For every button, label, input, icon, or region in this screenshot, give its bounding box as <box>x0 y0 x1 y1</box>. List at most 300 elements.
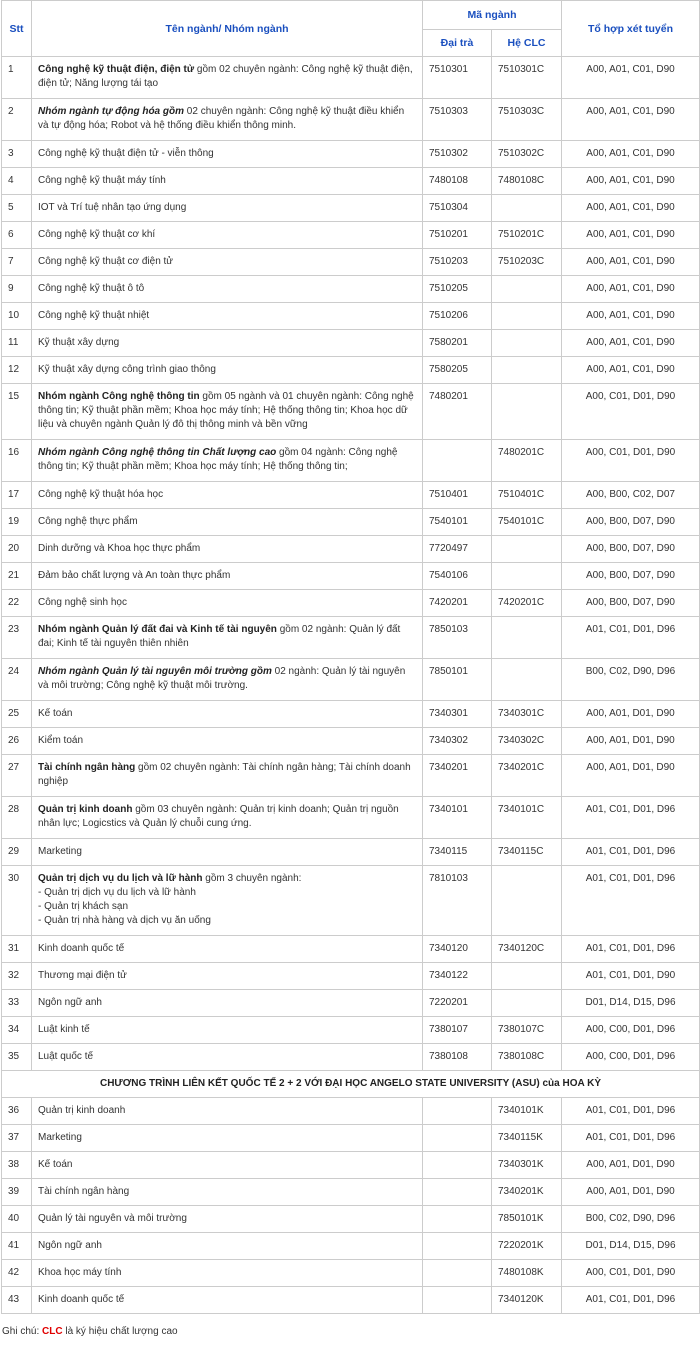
table-row <box>2 536 700 563</box>
table-row <box>2 1044 700 1071</box>
row-name <box>32 701 423 728</box>
row-name <box>32 141 423 168</box>
row-name-text: Marketing <box>38 1132 82 1143</box>
row-stt: 22 <box>2 590 32 617</box>
row-stt: 28 <box>2 797 32 839</box>
row-he-clc: 7220201K <box>492 1233 562 1260</box>
table-row <box>2 440 700 482</box>
row-to-hop: A00, A01, D01, D90 <box>562 755 700 797</box>
row-dai-tra <box>423 1260 492 1287</box>
row-to-hop: A00, C01, D01, D90 <box>562 440 700 482</box>
row-name <box>32 1044 423 1071</box>
table-row <box>2 1260 700 1287</box>
row-name <box>32 384 423 440</box>
row-name-subline: - Quản trị khách sạn <box>38 901 129 912</box>
footnote-clc: CLC <box>42 1326 63 1337</box>
row-dai-tra <box>423 440 492 482</box>
row-he-clc: 7510301C <box>492 57 562 99</box>
row-stt: 23 <box>2 617 32 659</box>
row-dai-tra <box>423 1152 492 1179</box>
row-name-text: Kiểm toán <box>38 735 84 746</box>
row-he-clc <box>492 866 562 936</box>
row-he-clc <box>492 963 562 990</box>
row-to-hop: A01, C01, D01, D96 <box>562 866 700 936</box>
footnote <box>0 1326 700 1337</box>
row-name-text: Kế toán <box>38 1159 73 1170</box>
row-to-hop: A00, B00, D07, D90 <box>562 563 700 590</box>
row-name <box>32 839 423 866</box>
row-he-clc: 7480201C <box>492 440 562 482</box>
row-dai-tra <box>423 1287 492 1314</box>
row-he-clc: 7850101K <box>492 1206 562 1233</box>
row-he-clc: 7510303C <box>492 99 562 141</box>
row-he-clc: 7380108C <box>492 1044 562 1071</box>
row-name-text: gồm 02 ngành: Quản lý đất đai; Kinh tế tài nguyên thiên nhiên <box>38 624 401 649</box>
row-name-text: gồm 3 chuyên ngành: <box>202 873 302 884</box>
row-dai-tra: 7510201 <box>423 222 492 249</box>
row-name-text: Dinh dưỡng và Khoa học thực phẩm <box>38 543 201 554</box>
table-row <box>2 563 700 590</box>
section-title: CHƯƠNG TRÌNH LIÊN KẾT QUỐC TẾ 2 + 2 VỚI ĐẠI HỌC ANGELO STATE UNIVERSITY (ASU) của HOA KỲ <box>2 1071 700 1098</box>
row-name-bold-italic: Nhóm ngành tự động hóa gồm <box>38 106 185 117</box>
row-name-text: Khoa học máy tính <box>38 1267 122 1278</box>
header-stt: Stt <box>2 1 32 57</box>
row-he-clc: 7340101K <box>492 1098 562 1125</box>
row-dai-tra: 7510304 <box>423 195 492 222</box>
row-name-text: Công nghệ sinh học <box>38 597 127 608</box>
row-stt: 3 <box>2 141 32 168</box>
table-row <box>2 728 700 755</box>
row-to-hop: A01, C01, D01, D96 <box>562 839 700 866</box>
row-to-hop: A00, C00, D01, D96 <box>562 1044 700 1071</box>
table-row <box>2 57 700 99</box>
row-he-clc <box>492 563 562 590</box>
row-dai-tra: 7380108 <box>423 1044 492 1071</box>
table-row <box>2 1206 700 1233</box>
row-name <box>32 617 423 659</box>
table-row <box>2 1125 700 1152</box>
row-name-text: 02 ngành: Quản lý tài nguyên và môi trường; Công nghệ kỹ thuật môi trường. <box>38 666 406 691</box>
row-to-hop: A00, B00, C02, D07 <box>562 482 700 509</box>
row-dai-tra: 7850103 <box>423 617 492 659</box>
row-name-text: Luật kinh tế <box>38 1024 90 1035</box>
row-he-clc: 7340301C <box>492 701 562 728</box>
row-dai-tra: 7340122 <box>423 963 492 990</box>
row-to-hop: A00, C01, D01, D90 <box>562 384 700 440</box>
row-dai-tra: 7850101 <box>423 659 492 701</box>
row-dai-tra <box>423 1179 492 1206</box>
row-dai-tra <box>423 1098 492 1125</box>
row-name <box>32 168 423 195</box>
row-stt: 30 <box>2 866 32 936</box>
row-he-clc <box>492 357 562 384</box>
row-he-clc: 7340120C <box>492 936 562 963</box>
row-stt: 26 <box>2 728 32 755</box>
row-dai-tra: 7480108 <box>423 168 492 195</box>
row-name-text: Kỹ thuật xây dựng công trình giao thông <box>38 364 216 375</box>
row-stt: 25 <box>2 701 32 728</box>
row-name-bold: Công nghệ kỹ thuật điện, điện tử <box>38 64 195 75</box>
row-name <box>32 728 423 755</box>
row-to-hop: A00, A01, C01, D90 <box>562 57 700 99</box>
row-name-text: Đảm bảo chất lượng và An toàn thực phẩm <box>38 570 231 581</box>
row-dai-tra <box>423 1125 492 1152</box>
table-row <box>2 303 700 330</box>
row-he-clc: 7480108C <box>492 168 562 195</box>
row-name-text: Công nghệ kỹ thuật ô tô <box>38 283 145 294</box>
row-name-bold-italic: Nhóm ngành Quản lý tài nguyên môi trường gồm <box>38 666 272 677</box>
row-to-hop: A00, A01, C01, D90 <box>562 168 700 195</box>
row-he-clc <box>492 276 562 303</box>
row-name-text: Công nghệ kỹ thuật cơ khí <box>38 229 156 240</box>
row-dai-tra: 7340101 <box>423 797 492 839</box>
row-he-clc: 7340201K <box>492 1179 562 1206</box>
row-to-hop: A00, A01, D01, D90 <box>562 728 700 755</box>
table-row <box>2 509 700 536</box>
row-name <box>32 536 423 563</box>
row-to-hop: A01, C01, D01, D96 <box>562 617 700 659</box>
row-he-clc: 7510401C <box>492 482 562 509</box>
table-row <box>2 797 700 839</box>
row-name <box>32 1125 423 1152</box>
row-name-subline: - Quản trị dịch vụ du lịch và lữ hành <box>38 887 196 898</box>
row-dai-tra: 7340115 <box>423 839 492 866</box>
row-stt: 16 <box>2 440 32 482</box>
row-dai-tra: 7810103 <box>423 866 492 936</box>
row-name <box>32 357 423 384</box>
row-dai-tra: 7340120 <box>423 936 492 963</box>
row-name <box>32 590 423 617</box>
row-name-bold: Nhóm ngành Quản lý đất đai và Kinh tế tài nguyên <box>38 624 277 635</box>
row-name <box>32 1098 423 1125</box>
row-he-clc: 7340201C <box>492 755 562 797</box>
row-name-text: gồm 03 chuyên ngành: Quản trị kinh doanh; Quản trị nguồn nhân lực; Logicstics và Quản lý chuỗi cung ứng. <box>38 804 399 829</box>
row-name-text: Ngôn ngữ anh <box>38 997 102 1008</box>
row-stt: 4 <box>2 168 32 195</box>
row-name-text: gồm 02 chuyên ngành: Tài chính ngân hàng; Tài chính doanh nghiệp <box>38 762 411 787</box>
header-code-group: Mã ngành <box>423 1 562 30</box>
row-name <box>32 936 423 963</box>
row-name <box>32 866 423 936</box>
row-name <box>32 482 423 509</box>
row-stt: 7 <box>2 249 32 276</box>
row-stt: 15 <box>2 384 32 440</box>
table-row <box>2 1152 700 1179</box>
row-name-bold-italic: Nhóm ngành Công nghệ thông tin Chất lượng cao <box>38 447 277 458</box>
row-he-clc: 7480108K <box>492 1260 562 1287</box>
table-row <box>2 839 700 866</box>
row-name <box>32 755 423 797</box>
row-name <box>32 195 423 222</box>
table-header <box>2 1 700 57</box>
row-he-clc: 7380107C <box>492 1017 562 1044</box>
table-row <box>2 617 700 659</box>
row-he-clc: 7510201C <box>492 222 562 249</box>
table-row <box>2 384 700 440</box>
row-name-text: Thương mại điện tử <box>38 970 127 981</box>
row-stt: 43 <box>2 1287 32 1314</box>
row-he-clc: 7510302C <box>492 141 562 168</box>
row-he-clc <box>492 659 562 701</box>
table-row <box>2 755 700 797</box>
row-to-hop: A00, A01, C01, D90 <box>562 357 700 384</box>
row-he-clc: 7340115K <box>492 1125 562 1152</box>
row-stt: 21 <box>2 563 32 590</box>
row-stt: 6 <box>2 222 32 249</box>
row-name-bold: Quản trị kinh doanh <box>38 804 133 815</box>
row-dai-tra <box>423 1206 492 1233</box>
row-name-text: IOT và Trí tuệ nhân tạo ứng dụng <box>38 202 187 213</box>
intl-section <box>2 1071 700 1098</box>
row-name <box>32 509 423 536</box>
row-name <box>32 1206 423 1233</box>
row-name-bold: Quản trị dịch vụ du lịch và lữ hành <box>38 873 203 884</box>
row-he-clc <box>492 617 562 659</box>
table-row <box>2 141 700 168</box>
row-name <box>32 330 423 357</box>
row-dai-tra: 7510205 <box>423 276 492 303</box>
table-row <box>2 195 700 222</box>
row-stt: 40 <box>2 1206 32 1233</box>
row-stt: 35 <box>2 1044 32 1071</box>
row-name <box>32 249 423 276</box>
table-row <box>2 590 700 617</box>
row-to-hop: B00, C02, D90, D96 <box>562 659 700 701</box>
table-row <box>2 701 700 728</box>
header-dai-tra: Đại trà <box>423 30 492 57</box>
row-name <box>32 57 423 99</box>
row-to-hop: A00, A01, D01, D90 <box>562 701 700 728</box>
header-he-clc: Hệ CLC <box>492 30 562 57</box>
row-to-hop: A00, A01, C01, D90 <box>562 195 700 222</box>
row-name-text: Công nghệ thực phẩm <box>38 516 138 527</box>
row-name-text: Công nghệ kỹ thuật điện tử - viễn thông <box>38 148 214 159</box>
row-name-text: Luật quốc tế <box>38 1051 94 1062</box>
row-name-text: Quản trị kinh doanh <box>38 1105 126 1116</box>
intl-table-body <box>2 1098 700 1314</box>
row-stt: 33 <box>2 990 32 1017</box>
row-to-hop: A00, B00, D07, D90 <box>562 536 700 563</box>
row-he-clc <box>492 330 562 357</box>
row-name <box>32 797 423 839</box>
row-stt: 37 <box>2 1125 32 1152</box>
row-to-hop: A00, A01, C01, D90 <box>562 276 700 303</box>
row-name <box>32 1179 423 1206</box>
row-name-text: gồm 04 ngành: Công nghệ thông tin; Kỹ thuật phần mềm; Khoa học máy tính; Hệ thống thông tin; <box>38 447 398 472</box>
row-dai-tra: 7340301 <box>423 701 492 728</box>
row-to-hop: A00, A01, D01, D90 <box>562 1152 700 1179</box>
row-name-bold: Tài chính ngân hàng <box>38 762 136 773</box>
row-name-text: Công nghệ kỹ thuật hóa học <box>38 489 164 500</box>
row-dai-tra: 7510401 <box>423 482 492 509</box>
row-name <box>32 1287 423 1314</box>
row-name-text: Công nghệ kỹ thuật nhiệt <box>38 310 150 321</box>
row-dai-tra: 7510206 <box>423 303 492 330</box>
row-dai-tra: 7510302 <box>423 141 492 168</box>
row-he-clc <box>492 536 562 563</box>
row-dai-tra: 7220201 <box>423 990 492 1017</box>
row-to-hop: A00, A01, C01, D90 <box>562 141 700 168</box>
table-row <box>2 1287 700 1314</box>
row-name-text: Kinh doanh quốc tế <box>38 943 125 954</box>
row-he-clc: 7340115C <box>492 839 562 866</box>
row-to-hop: A00, C01, D01, D90 <box>562 1260 700 1287</box>
table-row <box>2 1017 700 1044</box>
row-dai-tra: 7340302 <box>423 728 492 755</box>
table-row <box>2 99 700 141</box>
row-stt: 41 <box>2 1233 32 1260</box>
row-dai-tra: 7510303 <box>423 99 492 141</box>
row-dai-tra: 7340201 <box>423 755 492 797</box>
row-name <box>32 1152 423 1179</box>
row-he-clc <box>492 384 562 440</box>
row-to-hop: B00, C02, D90, D96 <box>562 1206 700 1233</box>
row-to-hop: A01, C01, D01, D96 <box>562 797 700 839</box>
header-name: Tên ngành/ Nhóm ngành <box>32 1 423 57</box>
row-name-text: Kinh doanh quốc tế <box>38 1294 125 1305</box>
table-row <box>2 659 700 701</box>
row-stt: 10 <box>2 303 32 330</box>
header-to-hop: Tổ hợp xét tuyển <box>562 1 700 57</box>
row-to-hop: A00, A01, C01, D90 <box>562 99 700 141</box>
table-body <box>2 57 700 1071</box>
row-name <box>32 963 423 990</box>
row-to-hop: A01, C01, D01, D96 <box>562 1287 700 1314</box>
row-to-hop: A00, A01, D01, D90 <box>562 1179 700 1206</box>
row-name-text: Kỹ thuật xây dựng <box>38 337 120 348</box>
row-stt: 34 <box>2 1017 32 1044</box>
row-to-hop: A00, B00, D07, D90 <box>562 590 700 617</box>
row-name <box>32 1260 423 1287</box>
row-to-hop: A00, A01, C01, D90 <box>562 330 700 357</box>
row-he-clc: 7340302C <box>492 728 562 755</box>
row-to-hop: A00, A01, C01, D90 <box>562 249 700 276</box>
row-he-clc: 7340101C <box>492 797 562 839</box>
row-stt: 42 <box>2 1260 32 1287</box>
row-name-bold: Nhóm ngành Công nghệ thông tin <box>38 391 200 402</box>
row-dai-tra: 7510203 <box>423 249 492 276</box>
row-name <box>32 99 423 141</box>
row-stt: 1 <box>2 57 32 99</box>
table-row <box>2 963 700 990</box>
row-stt: 2 <box>2 99 32 141</box>
row-dai-tra <box>423 1233 492 1260</box>
footnote-suffix: là ký hiệu chất lượng cao <box>62 1326 178 1337</box>
row-stt: 20 <box>2 536 32 563</box>
table-row <box>2 1233 700 1260</box>
row-stt: 38 <box>2 1152 32 1179</box>
row-name <box>32 222 423 249</box>
row-name <box>32 1233 423 1260</box>
table-row <box>2 866 700 936</box>
row-to-hop: A01, C01, D01, D96 <box>562 1125 700 1152</box>
row-dai-tra: 7510301 <box>423 57 492 99</box>
row-to-hop: A00, B00, D07, D90 <box>562 509 700 536</box>
row-he-clc: 7340301K <box>492 1152 562 1179</box>
row-to-hop: A00, C00, D01, D96 <box>562 1017 700 1044</box>
row-stt: 36 <box>2 1098 32 1125</box>
table-row <box>2 249 700 276</box>
admissions-table <box>1 0 700 1314</box>
table-row <box>2 357 700 384</box>
table-row <box>2 168 700 195</box>
row-he-clc: 7340120K <box>492 1287 562 1314</box>
row-name-text: Công nghệ kỹ thuật máy tính <box>38 175 166 186</box>
row-to-hop: A00, A01, C01, D90 <box>562 303 700 330</box>
footnote-prefix: Ghi chú: <box>2 1326 43 1337</box>
row-dai-tra: 7420201 <box>423 590 492 617</box>
row-name <box>32 276 423 303</box>
row-stt: 39 <box>2 1179 32 1206</box>
row-dai-tra: 7580205 <box>423 357 492 384</box>
table-row <box>2 936 700 963</box>
row-to-hop: A01, C01, D01, D90 <box>562 963 700 990</box>
row-stt: 24 <box>2 659 32 701</box>
row-dai-tra: 7580201 <box>423 330 492 357</box>
row-name-text: Công nghệ kỹ thuật cơ điện tử <box>38 256 173 267</box>
row-name-subline: - Quản trị nhà hàng và dịch vụ ăn uống <box>38 915 211 926</box>
row-to-hop: D01, D14, D15, D96 <box>562 990 700 1017</box>
row-to-hop: D01, D14, D15, D96 <box>562 1233 700 1260</box>
row-name-text: gồm 02 chuyên ngành: Công nghệ kỹ thuật điện, điện tử; Năng lượng tái tạo <box>38 64 413 89</box>
row-he-clc: 7420201C <box>492 590 562 617</box>
table-row <box>2 990 700 1017</box>
table-row <box>2 482 700 509</box>
table-row <box>2 1098 700 1125</box>
row-name <box>32 440 423 482</box>
row-name-text: Tài chính ngân hàng <box>38 1186 130 1197</box>
row-name-text: gồm 05 ngành và 01 chuyên ngành: Công nghệ thông tin; Kỹ thuật phần mềm; Khoa học máy tính; Hệ thống thông tin; Khoa học dữ liệu và chuyên ngành Quản lý đô thị thông minh và bền vững <box>38 391 414 430</box>
row-he-clc <box>492 303 562 330</box>
row-stt: 32 <box>2 963 32 990</box>
row-stt: 17 <box>2 482 32 509</box>
table-row <box>2 330 700 357</box>
row-dai-tra: 7480201 <box>423 384 492 440</box>
row-stt: 27 <box>2 755 32 797</box>
row-stt: 5 <box>2 195 32 222</box>
row-stt: 12 <box>2 357 32 384</box>
row-to-hop: A00, A01, C01, D90 <box>562 222 700 249</box>
row-name-text: Kế toán <box>38 708 73 719</box>
row-stt: 11 <box>2 330 32 357</box>
row-dai-tra: 7380107 <box>423 1017 492 1044</box>
table-row <box>2 276 700 303</box>
row-he-clc: 7540101C <box>492 509 562 536</box>
row-dai-tra: 7720497 <box>423 536 492 563</box>
row-dai-tra: 7540106 <box>423 563 492 590</box>
row-name <box>32 659 423 701</box>
row-to-hop: A01, C01, D01, D96 <box>562 936 700 963</box>
row-name-text: Quản lý tài nguyên và môi trường <box>38 1213 187 1224</box>
row-stt: 19 <box>2 509 32 536</box>
row-name <box>32 1017 423 1044</box>
row-name-text: 02 chuyên ngành: Công nghệ kỹ thuật điều khiển và tự động hóa; Robot và hệ thống điều khiển thông minh. <box>38 106 405 131</box>
row-name <box>32 303 423 330</box>
table-row <box>2 1179 700 1206</box>
row-he-clc <box>492 195 562 222</box>
row-dai-tra: 7540101 <box>423 509 492 536</box>
row-name <box>32 990 423 1017</box>
row-he-clc: 7510203C <box>492 249 562 276</box>
table-row <box>2 222 700 249</box>
row-stt: 29 <box>2 839 32 866</box>
row-stt: 9 <box>2 276 32 303</box>
row-stt: 31 <box>2 936 32 963</box>
row-he-clc <box>492 990 562 1017</box>
row-to-hop: A01, C01, D01, D96 <box>562 1098 700 1125</box>
row-name <box>32 563 423 590</box>
row-name-text: Ngôn ngữ anh <box>38 1240 102 1251</box>
